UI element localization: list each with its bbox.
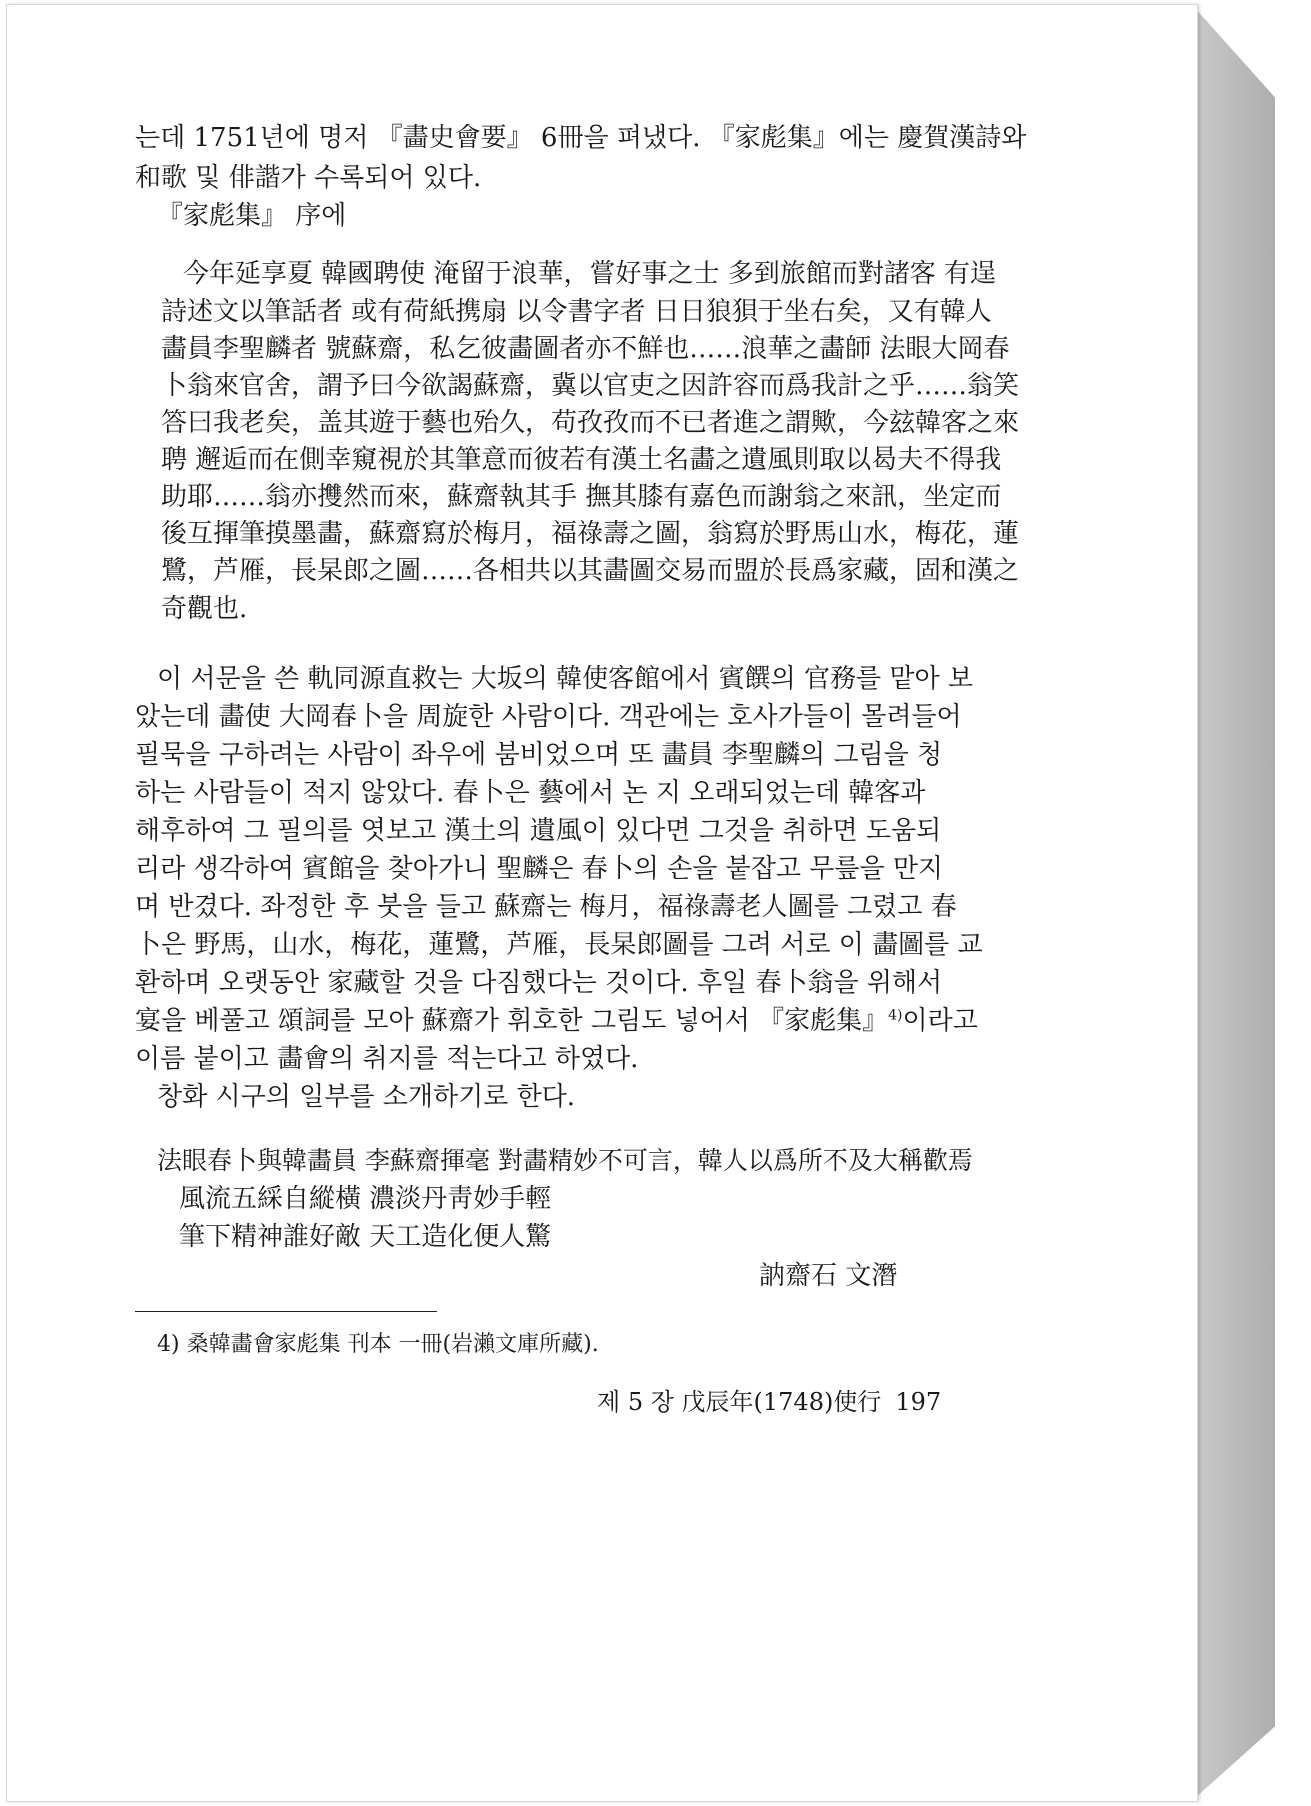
poem-title: 法眼春卜與韓畵員 李蘇齋揮毫 對畵精妙不可言，韓人以爲所不及大稱歡焉 — [157, 1146, 973, 1175]
para-line-12: 창화 시구의 일부를 소개하기로 한다. — [157, 1082, 576, 1112]
quote-line-1: 今年延享夏 韓國聘使 淹留于浪華，嘗好事之士 多到旅館而對諸客 有逞 — [183, 259, 997, 289]
poem-author: 訥齋石 文潛 — [759, 1261, 898, 1291]
quote-line-4: 卜翁來官舍，謂予曰今欲謁蘇齋，冀以官吏之因許容而爲我計之乎……翁笑 — [161, 371, 1020, 401]
para-line-10-tail: 이라고 — [902, 1006, 978, 1036]
para-line-1: 이 서문을 쓴 軌同源直救는 大坂의 韓使客館에서 賓饌의 官務를 맡아 보 — [157, 664, 974, 694]
poem-line-2: 筆下精神誰好敵 天工造化便人驚 — [179, 1222, 552, 1252]
para-line-5: 해후하여 그 필의를 엿보고 漢土의 遺風이 있다면 그것을 취하면 도움되 — [135, 816, 942, 846]
intro-line-2: 和歌 및 俳諧가 수록되어 있다. — [135, 163, 482, 193]
page-footer — [597, 1387, 941, 1417]
para-line-7: 며 반겼다. 좌정한 후 붓을 들고 蘇齋는 梅月，福祿壽老人圖를 그렸고 春 — [135, 892, 957, 922]
quote-line-9: 鷺，芦雁，長杲郎之圖……各相共以其畵圖交易而盟於長爲家藏，固和漢之 — [161, 556, 1020, 586]
para-line-3: 필묵을 구하려는 사람이 좌우에 붐비었으며 또 畵員 李聖麟의 그림을 청 — [135, 740, 943, 770]
quote-line-5: 答曰我老矣，盖其遊于藝也殆久，苟孜孜而不已者進之謂歟，今玆韓客之來 — [161, 408, 1020, 438]
quote-line-10: 奇觀也. — [161, 594, 248, 624]
book-side-edge — [1195, 8, 1275, 1798]
footnote-rule — [135, 1311, 437, 1312]
quote-line-2: 詩述文以筆話者 或有荷紙携扇 以令書字者 日日狼狽于坐右矣，又有韓人 — [161, 297, 992, 327]
para-line-8: 卜은 野馬，山水，梅花，蓮鷺，芦雁，長杲郎圖를 그려 서로 이 畵圖를 교 — [135, 930, 983, 960]
para-line-10 — [135, 1006, 978, 1036]
page-number: 197 — [895, 1388, 942, 1416]
para-line-4: 하는 사람들이 적지 않았다. 春卜은 藝에서 논 지 오래되었는데 韓客과 — [135, 778, 926, 808]
para-line-6: 리라 생각하여 賓館을 찾아가니 聖麟은 春卜의 손을 붙잡고 무릎을 만지 — [135, 854, 944, 884]
intro-line-3: 『家彪集』 序에 — [157, 201, 347, 231]
poem-line-1: 風流五綵自縱橫 濃淡丹靑妙手輕 — [179, 1184, 552, 1214]
intro-line-1: 는데 1751년에 명저 『畵史會要』 6冊을 펴냈다. 『家彪集』에는 慶賀漢詩와 — [135, 123, 1027, 153]
para-line-2: 았는데 畵使 大岡春卜을 周旋한 사람이다. 객관에는 호사가들이 몰려들어 — [135, 702, 962, 732]
quote-line-8: 後互揮筆摸墨畵，蘇齋寫於梅月，福祿壽之圖，翁寫於野馬山水，梅花，蓮 — [161, 519, 1020, 549]
quote-line-7: 助耶……翁亦㩳然而來，蘇齋執其手 撫其膝有嘉色而謝翁之來訊，坐定而 — [161, 482, 1002, 512]
footnote-ref: 4) — [888, 1007, 903, 1024]
para-line-11: 이름 붙이고 畵會의 취지를 적는다고 하였다. — [135, 1044, 639, 1074]
quote-line-6: 聘 邂逅而在側幸窺視於其筆意而彼若有漢土名畵之遺風則取以曷夫不得我 — [161, 445, 1002, 475]
para-line-9: 환하며 오랫동안 家藏할 것을 다짐했다는 것이다. 후일 春卜翁을 위해서 — [135, 968, 943, 998]
document-page — [6, 4, 1198, 1802]
footnote-text: 4) 桑韓畵會家彪集 刊本 一冊(岩瀨文庫所藏). — [157, 1332, 599, 1357]
chapter-header: 제 5 장 戊辰年(1748)使行 — [597, 1388, 882, 1416]
quote-line-3: 畵員李聖麟者 號蘇齋，私乞彼畵圖者亦不鮮也……浪華之畵師 法眼大岡春 — [161, 334, 1010, 364]
para-line-10-text: 宴을 베풀고 頌詞를 모아 蘇齋가 휘호한 그림도 넣어서 『家彪集』 — [135, 1006, 889, 1036]
